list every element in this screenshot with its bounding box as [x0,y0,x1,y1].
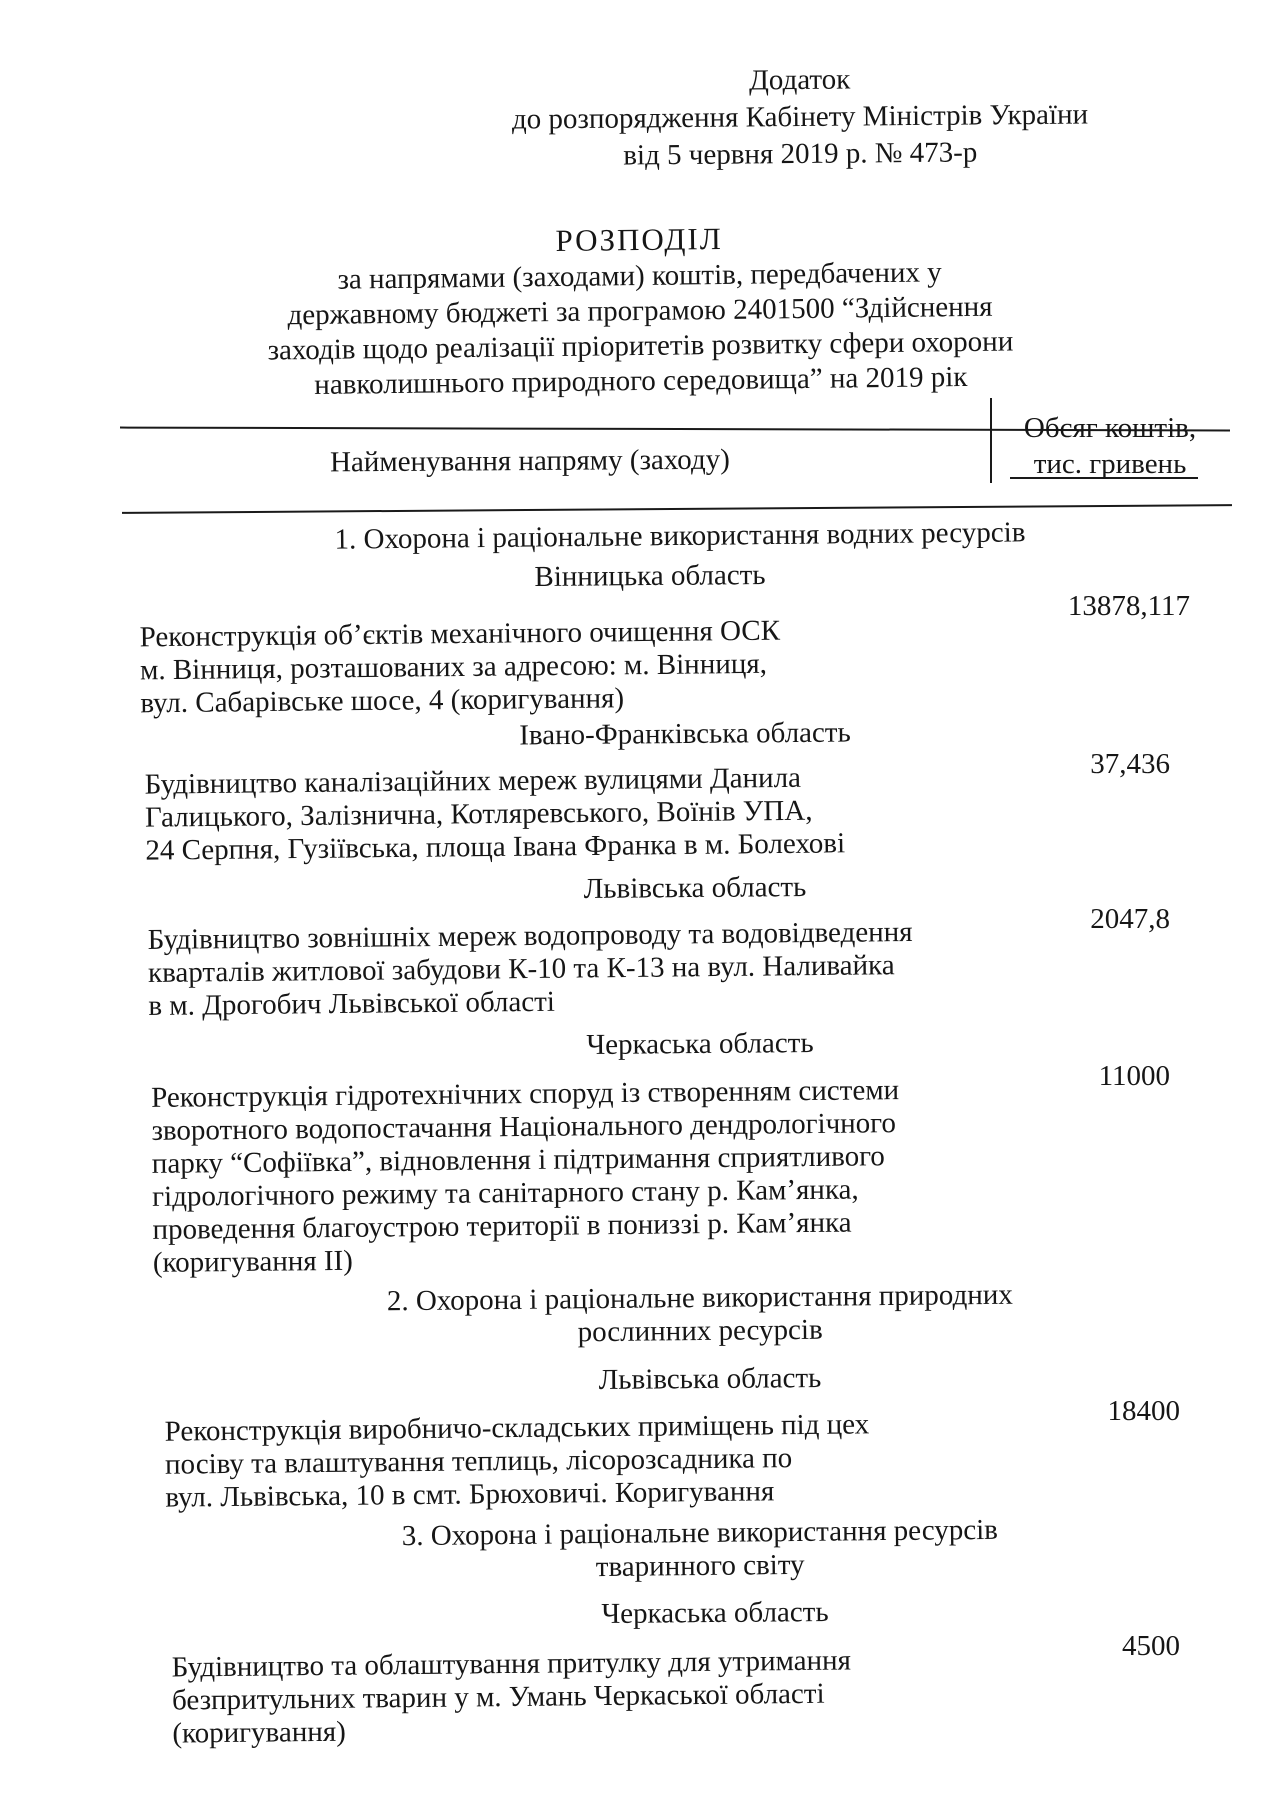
measure-description [151,1074,901,1280]
document-title [179,216,1101,404]
measure-amount: 2047,8 [1090,903,1170,935]
measure-line: 24 Серпня, Гузіївська, площа Івана Франка в м. Болехові [145,827,846,867]
region-title: Черкаська область [586,1027,814,1061]
section-title-line: рослинних ресурсів [577,1313,823,1349]
region-title: Львівська область [583,871,807,905]
measure-line: посіву та влаштування теплиць, лісорозсадника по [164,1442,793,1481]
title-line: державному бюджеті за програмою 2401500 “Здійснення [287,290,993,332]
column-header-amount-line: тис. гривень [1033,448,1187,480]
measure-description [145,761,846,867]
measure-line: кварталів житлової забудови К-10 та К-13 на вул. Наливайка [147,949,895,990]
section-title [330,1278,1071,1352]
measure-line: (коригування) [172,1715,346,1750]
measure-description [172,1644,852,1750]
title-line: за напрямами (заходами) коштів, передбачених у [337,256,942,296]
appendix-date: від 5 червня 2019 р. № 473-р [623,136,978,172]
measure-line: проведення благоустрою території в пониззі р. Кам’янка [152,1206,852,1246]
measure-line: безпритульних тварин у м. Умань Черкаської області [171,1677,825,1717]
appendix-label: Додаток [748,63,851,97]
measure-line: зворотного водопостачання Національного дендрологічного [151,1107,897,1147]
table-header-bottom-rule [122,504,1232,514]
measure-amount: 4500 [1122,1630,1180,1662]
section-title [330,1513,1071,1587]
section-title-line: тваринного світу [595,1548,805,1584]
section-title-line: 3. Охорона і раціональне використання ресурсів [401,1513,999,1553]
measure-line: Реконструкція об’єктів механічного очищення ОСК [139,614,781,654]
column-header-name: Найменування напряму (заходу) [329,443,730,479]
measure-description [148,916,914,1023]
region-title: Львівська область [598,1362,822,1396]
section-title: 1. Охорона і раціональне використання водних ресурсів [334,516,1026,556]
title-line: навколишнього природного середовища” на 2019 рік [314,361,968,401]
measure-line: Реконструкція виробничо-складських приміщень під цех [164,1408,870,1448]
appendix-header [440,59,1161,176]
title-line: заходів щодо реалізації пріоритетів розвитку сфери охорони [267,325,1014,367]
measure-amount: 11000 [1098,1060,1170,1092]
section-title-line: 2. Охорона і раціональне використання природних [386,1278,1013,1318]
measure-line: в м. Дрогобич Львівської області [148,985,556,1023]
table-column-divider [990,398,992,483]
title-heading: РОЗПОДІЛ [555,220,723,259]
measure-amount: 18400 [1107,1395,1180,1427]
region-title: Черкаська область [601,1596,829,1630]
measure-line: Галицького, Залізнична, Котляревського, Воїнів УПА, [144,794,813,834]
region-title: Івано-Франківська область [519,716,851,752]
measure-line: Будівництво та облаштування притулку для утримання [171,1644,852,1684]
measure-amount: 37,436 [1090,748,1170,780]
measure-line: вул. Сабарівське шосе, 4 (коригування) [140,682,625,720]
measure-description [165,1408,871,1514]
column-header-amount-line: Обсяг коштів, [1023,412,1197,444]
column-header-amount [1005,410,1215,482]
measure-line: Будівництво зовнішніх мереж водопроводу та водовідведення [147,915,913,957]
measure-line: (коригування ІІ) [152,1244,354,1279]
measure-line: Реконструкція гідротехнічних споруд із створенням системи [150,1074,900,1114]
measure-line: м. Вінниця, розташованих за адресою: м. Вінниця, [139,647,768,687]
region-title: Вінницька область [534,558,766,594]
measure-line: вул. Львівська, 10 в смт. Брюховичі. Коригування [165,1475,775,1514]
measure-line: гідрологічного режиму та санітарного стану р. Кам’янка, [152,1173,859,1213]
measure-amount: 13878,117 [1067,590,1190,622]
measure-line: Будівництво каналізаційних мереж вулицями Данила [144,761,802,801]
measure-description [139,615,780,721]
measure-line: парку “Софіївка”, відновлення і підтримання сприятливого [151,1140,886,1180]
appendix-decree: до розпорядження Кабінету Міністрів України [511,98,1089,136]
